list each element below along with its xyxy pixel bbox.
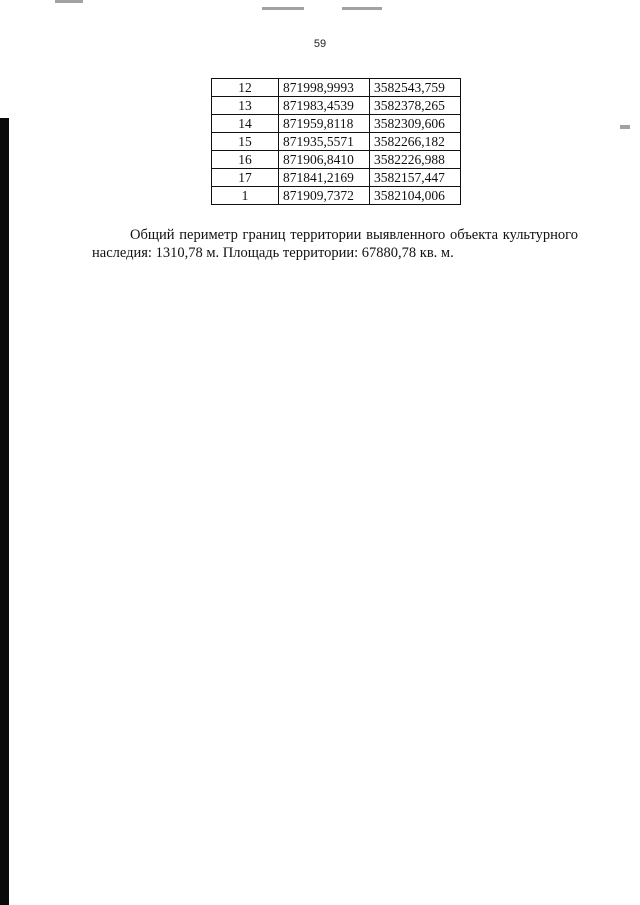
y-coordinate-cell: 3582543,759 [370,79,461,97]
y-coordinate-cell: 3582378,265 [370,97,461,115]
page-number: 59 [313,38,327,50]
point-number-cell: 1 [212,187,279,205]
scan-artifact [342,7,382,10]
table-row [212,169,461,187]
table-row [212,79,461,97]
point-number-cell: 16 [212,151,279,169]
x-coordinate-cell: 871909,7372 [279,187,370,205]
x-coordinate-cell: 871998,9993 [279,79,370,97]
y-coordinate-cell: 3582226,988 [370,151,461,169]
point-number-cell: 13 [212,97,279,115]
table-row [212,187,461,205]
x-coordinate-cell: 871983,4539 [279,97,370,115]
scan-artifact [55,0,83,3]
coordinates-table [211,78,461,205]
x-coordinate-cell: 871841,2169 [279,169,370,187]
y-coordinate-cell: 3582309,606 [370,115,461,133]
table-row [212,151,461,169]
table-row [212,115,461,133]
table-row [212,97,461,115]
scan-artifact [262,7,304,10]
y-coordinate-cell: 3582104,006 [370,187,461,205]
point-number-cell: 15 [212,133,279,151]
y-coordinate-cell: 3582266,182 [370,133,461,151]
table-row [212,133,461,151]
scan-artifact [620,125,630,129]
x-coordinate-cell: 871906,8410 [279,151,370,169]
point-number-cell: 17 [212,169,279,187]
point-number-cell: 12 [212,79,279,97]
x-coordinate-cell: 871959,8118 [279,115,370,133]
scan-edge-bar [0,118,9,905]
point-number-cell: 14 [212,115,279,133]
x-coordinate-cell: 871935,5571 [279,133,370,151]
coordinates-table-body [212,79,461,205]
y-coordinate-cell: 3582157,447 [370,169,461,187]
perimeter-area-summary [92,226,578,262]
summary-text: Общий периметр границ территории выявленного объекта культурного наследия: 1310,78 м. Площадь территории: 67880,78 кв. м. [92,227,578,261]
